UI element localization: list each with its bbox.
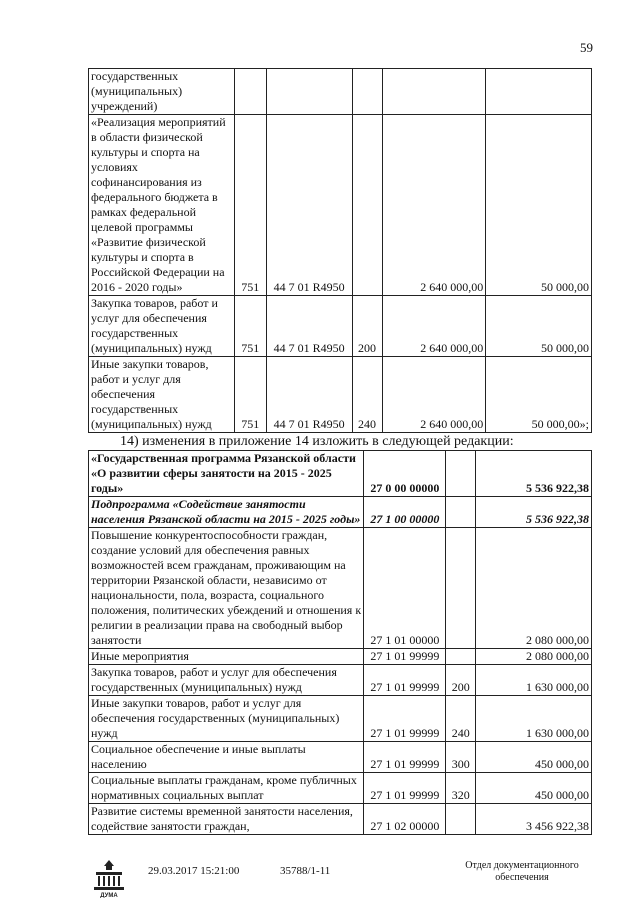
row-target-code: 27 1 01 99999	[364, 773, 446, 804]
row-amount-2: 50 000,00	[486, 296, 592, 357]
page-number: 59	[580, 40, 593, 55]
row-amount: 1 630 000,00	[476, 696, 592, 742]
table-row	[89, 497, 592, 528]
row-name: Закупка товаров, работ и услуг для обеспечения государственных (муниципальных) нужд	[89, 665, 364, 696]
row-name: государственных (муниципальных) учреждений)	[89, 69, 235, 115]
row-admin-code	[234, 69, 266, 115]
row-expense-type: 200	[352, 296, 382, 357]
row-target-code: 44 7 01 R4950	[266, 115, 352, 296]
row-expense-type	[446, 804, 476, 835]
duma-logo-icon	[90, 858, 128, 898]
row-expense-type	[446, 649, 476, 665]
footer-department	[447, 860, 597, 884]
row-expense-type: 300	[446, 742, 476, 773]
row-target-code: 27 1 01 99999	[364, 665, 446, 696]
svg-text:ДУМА: ДУМА	[100, 893, 118, 898]
footer-datetime: 29.03.2017 15:21:00	[148, 865, 240, 877]
table-row	[89, 696, 592, 742]
row-expense-type: 200	[446, 665, 476, 696]
row-name: Иные закупки товаров, работ и услуг для обеспечения государственных (муниципальных) нужд	[89, 696, 364, 742]
table-row	[89, 665, 592, 696]
row-target-code: 27 1 00 00000	[364, 497, 446, 528]
row-amount: 2 080 000,00	[476, 649, 592, 665]
row-target-code: 27 1 01 99999	[364, 696, 446, 742]
row-amount-2: 50 000,00»;	[486, 357, 592, 433]
row-expense-type: 240	[352, 357, 382, 433]
row-name: Повышение конкурентоспособности граждан, создание условий для обеспечения равных возможностей всем гражданам, проживающим на территории Рязанской области, независимо от национальности, пола, возраста, социального положения, политических убеждений и отношения к религии в реализации права на свободный выбор занятости	[89, 528, 364, 649]
budget-table-part1	[88, 68, 592, 433]
row-name: «Реализация мероприятий в области физической культуры и спорта на условиях софинансирования из федерального бюджета в рамках федеральной целевой программы «Развитие физической культуры и спорта в Российской Федерации на 2016 - 2020 годы»	[89, 115, 235, 296]
table-row	[89, 451, 592, 497]
row-amount-2	[486, 69, 592, 115]
row-amount: 5 536 922,38	[476, 497, 592, 528]
row-expense-type	[446, 528, 476, 649]
row-amount: 450 000,00	[476, 773, 592, 804]
row-name: Подпрограмма «Содействие занятости населения Рязанской области на 2015 - 2025 годы»	[89, 497, 364, 528]
table-row	[89, 773, 592, 804]
table-row	[89, 296, 592, 357]
row-name: «Государственная программа Рязанской области «О развитии сферы занятости на 2015 - 2025 годы»	[89, 451, 364, 497]
row-amount: 2 640 000,00	[382, 296, 486, 357]
row-name: Закупка товаров, работ и услуг для обеспечения государственных (муниципальных) нужд	[89, 296, 235, 357]
footer-dept-line1: Отдел документационного	[465, 860, 579, 871]
row-amount-2: 50 000,00	[486, 115, 592, 296]
row-target-code: 27 1 01 00000	[364, 528, 446, 649]
row-amount	[382, 69, 486, 115]
budget-table-appendix14	[88, 450, 592, 835]
row-expense-type: 320	[446, 773, 476, 804]
footer-dept-line2: обеспечения	[495, 872, 549, 883]
row-expense-type	[446, 451, 476, 497]
table-row	[89, 804, 592, 835]
table-row	[89, 69, 592, 115]
row-admin-code: 751	[234, 357, 266, 433]
footer-doc-code: 35788/1-11	[280, 865, 331, 877]
table-row	[89, 649, 592, 665]
table-row	[89, 115, 592, 296]
row-target-code: 27 1 02 00000	[364, 804, 446, 835]
row-name: Социальные выплаты гражданам, кроме публичных нормативных социальных выплат	[89, 773, 364, 804]
row-target-code: 27 0 00 00000	[364, 451, 446, 497]
amendment-instruction: 14) изменения в приложение 14 изложить в следующей редакции:	[120, 434, 514, 449]
row-admin-code: 751	[234, 296, 266, 357]
row-expense-type: 240	[446, 696, 476, 742]
row-amount: 2 080 000,00	[476, 528, 592, 649]
row-expense-type	[446, 497, 476, 528]
row-expense-type	[352, 69, 382, 115]
row-target-code: 44 7 01 R4950	[266, 296, 352, 357]
table-row	[89, 528, 592, 649]
row-target-code	[266, 69, 352, 115]
row-name: Иные закупки товаров, работ и услуг для обеспечения государственных (муниципальных) нужд	[89, 357, 235, 433]
table-row	[89, 742, 592, 773]
row-expense-type	[352, 115, 382, 296]
row-amount: 2 640 000,00	[382, 357, 486, 433]
row-target-code: 27 1 01 99999	[364, 649, 446, 665]
row-name: Социальное обеспечение и иные выплаты населению	[89, 742, 364, 773]
row-amount: 1 630 000,00	[476, 665, 592, 696]
row-admin-code: 751	[234, 115, 266, 296]
row-amount: 5 536 922,38	[476, 451, 592, 497]
row-amount: 3 456 922,38	[476, 804, 592, 835]
table-row	[89, 357, 592, 433]
row-target-code: 27 1 01 99999	[364, 742, 446, 773]
row-amount: 2 640 000,00	[382, 115, 486, 296]
row-target-code: 44 7 01 R4950	[266, 357, 352, 433]
row-name: Развитие системы временной занятости населения, содействие занятости граждан,	[89, 804, 364, 835]
row-amount: 450 000,00	[476, 742, 592, 773]
row-name: Иные мероприятия	[89, 649, 364, 665]
